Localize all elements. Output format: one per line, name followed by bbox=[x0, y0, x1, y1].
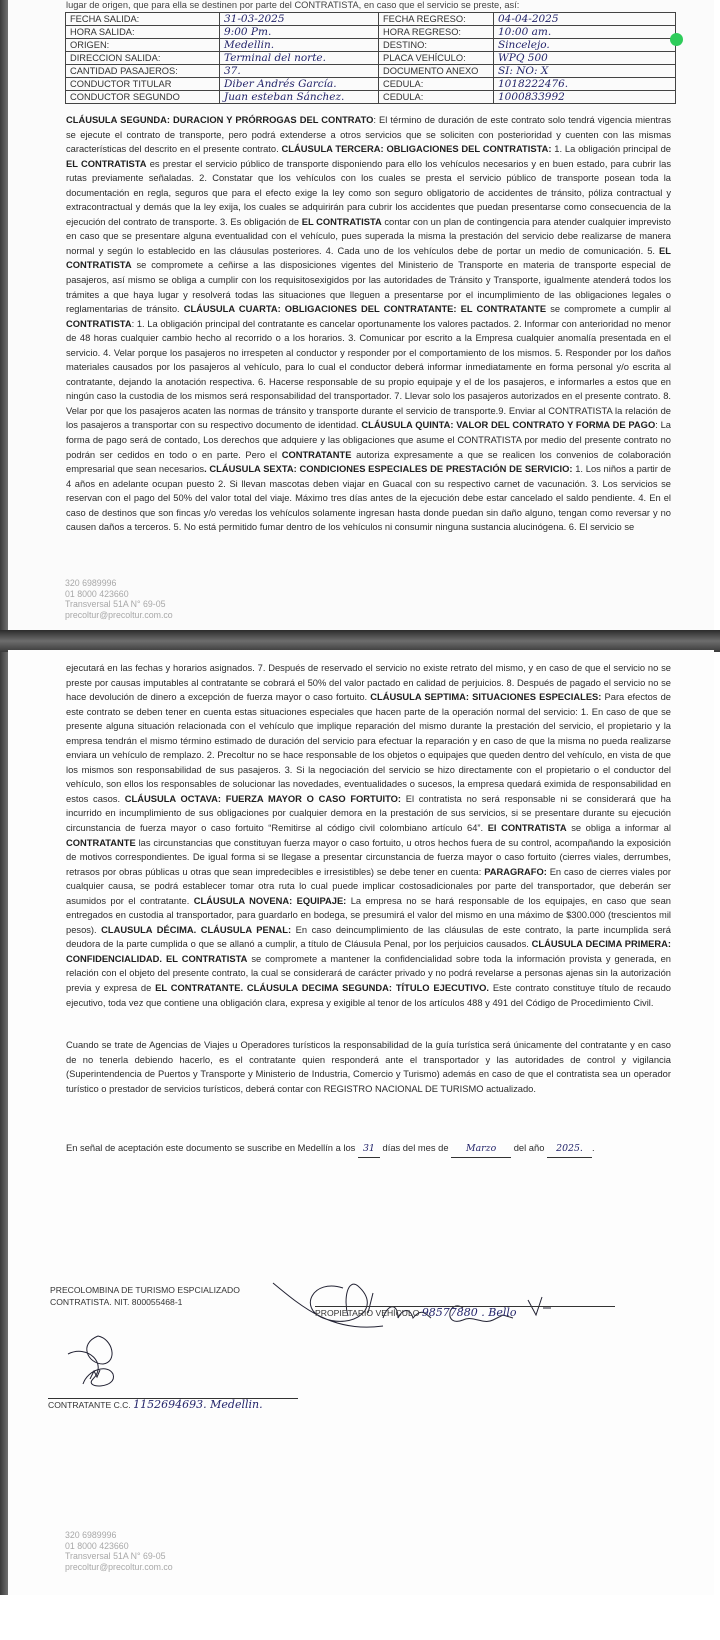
day-field: 31 bbox=[358, 1142, 380, 1158]
clause-heading: PARAGRAFO: bbox=[484, 866, 547, 877]
contratante-signature bbox=[68, 1334, 138, 1394]
year-field: 2025. bbox=[547, 1142, 592, 1158]
clause-heading: CLÁUSULA SEPTIMA: SITUACIONES ESPECIALES: bbox=[370, 692, 602, 703]
clause-text: ejecutará en las fechas y horarios asignados. 7. Después de reservado el servicio no existe retrato del mismo, y en caso de que el servicio no se preste por causas imputables al contratante se cobrará el 50% del valor pactado en calidad de perjuicios. 8. Después de pagado el servicio no se hace devolución de dinero a excepción de fuerza mayor o caso fortuito. bbox=[66, 663, 671, 703]
field-label: CEDULA: bbox=[379, 91, 494, 104]
table-row bbox=[66, 52, 676, 65]
field-label: ORIGEN: bbox=[66, 39, 220, 52]
field-value: Medellin. bbox=[220, 39, 379, 52]
background bbox=[0, 1595, 720, 1640]
clause-text: se compromete a mantener la confidencialidad sobre toda la información provista y generada, en relación con el objeto del presente contrato, la cual se considerará de carácter privado y no podrá revelarse a personas ajenas sin la autorización previa y expresa de bbox=[66, 953, 671, 994]
clause-heading: El CONTRATISTA bbox=[487, 823, 567, 834]
field-label: FECHA SALIDA: bbox=[66, 13, 220, 26]
field-label: HORA REGRESO: bbox=[379, 26, 494, 39]
field-value: 10:00 am. bbox=[494, 26, 676, 39]
table-row bbox=[66, 26, 676, 39]
footer-line: 01 8000 423660 bbox=[65, 1540, 129, 1551]
table-row bbox=[66, 91, 676, 104]
clause-heading: CONTRATISTA bbox=[66, 318, 132, 329]
footer-line: 320 6989996 bbox=[65, 1530, 117, 1540]
field-label: DESTINO: bbox=[379, 39, 494, 52]
field-value: Juan esteban Sánchez. bbox=[220, 91, 379, 104]
field-label: DOCUMENTO ANEXO bbox=[379, 65, 494, 78]
clause-text: En caso de cierres viales por cualquier causa, se podrá establecer tomar otra ruta lo cual puede implicar costosadicionales por parte del transportador, que deberán ser asumidos por el contratante. bbox=[66, 866, 671, 906]
footer-line: precoltur@precoltur.com.co bbox=[65, 609, 173, 620]
field-label: CONDUCTOR TITULAR bbox=[66, 78, 220, 91]
clause-text: se compromete a cumplir al bbox=[546, 304, 672, 315]
field-value: 1018222476. bbox=[494, 78, 676, 91]
clause-text: En caso deincumplimiento de las cláusulas de este contrato, la parte incumplida será deudora de la parte cumplida o que se allanó a cumplir, a título de Cláusula Penal, por los perjuicios causados. bbox=[66, 924, 671, 950]
field-label: PLACA VEHÍCULO: bbox=[379, 52, 494, 65]
field-label: HORA SALIDA: bbox=[66, 26, 220, 39]
clause-text: Cuando se trate de Agencias de Viajes u Operadores turísticos la responsabilidad de la guía turística será únicamente del contratante y en caso de no tenerla debiendo hacerlo, es el contratante quien responderá ante el transportador y las autoridades de control y vigilancia (Superintendencia de Puertos y Transporte y Ministerio de Industria, Comercio y Turismo) además en caso de que el contratista sea un operador turístico o prestador de servicios turísticos, deberá contar con REGISTRO NACIONAL DE TURISMO actualizado. bbox=[66, 1040, 671, 1094]
field-value: 31-03-2025 bbox=[220, 13, 379, 26]
tourism-operators-text bbox=[66, 1038, 671, 1096]
field-value: WPQ 500 bbox=[494, 52, 676, 65]
propietario-block: PROPIETARIO VEHÍCULO 98577880 . Bello bbox=[315, 1306, 615, 1319]
clause-heading: CLÁUSULA QUINTA: VALOR DEL CONTRATO Y FORMA DE PAGO bbox=[361, 420, 656, 431]
clause-heading: EL CONTRATISTA bbox=[301, 216, 382, 227]
contract-page-1 bbox=[8, 0, 714, 632]
clause-text: 1. La obligación principal de bbox=[551, 144, 671, 155]
clause-heading: CONTRATANTE bbox=[281, 449, 352, 460]
field-label: CONDUCTOR SEGUNDO bbox=[66, 91, 220, 104]
clause-text: : El término de duración de este contrato solo tendrá vigencia mientras se ejecute el contrato de transporte, pero podrá extenderse a otros servicios que se soliciten con posterioridad y cuenten con las mismas características del descrito en el presente contrato. bbox=[66, 115, 671, 155]
clause-text: contar con un plan de contingencia para atender cualquier imprevisto en caso que se presentare alguna eventualidad con el vehículo, pues superada la misma la prestación del servicio debe realizarse de manera normal y según lo establecido en las cláusulas posteriores. 4. Cada uno de los vehículos debe de portar un medio de comunicación. 5. bbox=[66, 216, 671, 256]
field-label: DIRECCION SALIDA: bbox=[66, 52, 220, 65]
clauses-2-6-text bbox=[66, 113, 671, 535]
clause-heading: CLÁUSULA NOVENA: EQUIPAJE: bbox=[193, 895, 347, 906]
clause-text: El contratista no será responsable ni se considerará que ha incurrido en incumplimiento de sus obligaciones por cualquier demora en la prestación de sus servicios, si se presentare durante su ejecución circunstancia de fuerza mayor o caso fortuito “Remitirse al código civil colombiano artículo 64”. bbox=[66, 793, 672, 834]
clause-text: se obliga a informar al bbox=[566, 823, 672, 834]
trip-info-table bbox=[65, 12, 676, 104]
company-contact-footer-2 bbox=[65, 1530, 173, 1572]
field-label: CANTIDAD PASAJEROS: bbox=[66, 65, 220, 78]
clause-heading: CLÁUSULA DECIMA PRIMERA: CONFIDENCIALIDAD. EL CONTRATISTA bbox=[66, 939, 671, 964]
clause-text: las circunstancias que constituyan fuerza mayor o caso fortuito, u otros hechos fuera de su control, acompañando la exposición de motivos correspondientes. De igual forma si se llegase a presentar circunstancia de fuerza mayor o caso fortuito (cierres viales, derrumbes, retrasos por obras públicas u otras que sean impredecibles e irresistibles) se debe tener en cuenta: bbox=[66, 837, 671, 877]
propietario-cc-field: 98577880 . Bello bbox=[421, 1306, 517, 1319]
clause-heading: . CLÁUSULA SEXTA: CONDICIONES ESPECIALES DE PRESTACIÓN DE SERVICIO: bbox=[204, 464, 573, 475]
cut-off-line: lugar de origen, que para ella se destinen por parte del CONTRATISTA, en caso que el servicio se preste, así: bbox=[66, 0, 520, 10]
field-label: CEDULA: bbox=[379, 78, 494, 91]
field-value: 04-04-2025 bbox=[494, 13, 676, 26]
contratante-block: CONTRATANTE C.C. 1152694693. Medellin. bbox=[48, 1398, 298, 1411]
clause-heading: EL CONTRATISTA bbox=[66, 158, 147, 169]
clause-text: : 1. La obligación principal del contratante es cancelar oportunamente los valores pactados. 2. Informar con anterioridad no menor de 48 horas cualquier cambio hecho al recorrido o a los horarios. 3. Comunicar por escrito a la Empresa cualquier anomalía presentada en el servicio. 4. Velar porque los pasajeros no irrespeten al conductor y responder por el comportamiento de los mismos. 5. Responder por los daños materiales causados por los pasajeros al vehículo, para lo cual el conductor deberá informar inmediatamente en forma personal y/o escrita al contratante, dejando la anotación respectiva. 6. Hacerse responsable de su propio equipaje y el de los pasajeros, e informarles a estos que en ningún caso la custodia de los mismos será responsabilidad del transportador. 7. Llevar solo los pasajeros autorizados en el presente contrato. 8. Velar por que los pasajeros acaten las normas de tránsito y transporte durante el servicio de transporte.9. Enviar al CONTRATISTA la relación de los pasajeros a transportar con su respectivo documento de identidad. bbox=[66, 318, 671, 431]
clause-heading: CLÁUSULA OCTAVA: FUERZA MAYOR O CASO FORTUITO: bbox=[124, 793, 402, 804]
clause-text: Este contrato constituye título de recaudo ejecutivo, toda vez que contiene una obligación clara, expresa y exigible al tenor de los artículos 488 y 491 del Código de Procedimiento Civil. bbox=[66, 983, 671, 1008]
contratista-block: PRECOLOMBINA DE TURISMO ESPCIALIZADO CONTRATISTA. NIT. 800055468-1 bbox=[50, 1285, 240, 1307]
field-value: 37. bbox=[220, 65, 379, 78]
clause-text: Para efectos de este contrato se deben tener en cuenta estas situaciones especiales que hacen parte de la operación normal del servicio: 1. En caso de que se presente alguna situación relacionada con el vehículo que implique reparación del mismo durante la prestación del servicio, el propietario y la empresa tendrán el mismo término estimado de duración del servicio para efectuar la reparación y en caso de que la misma no pueda realizarse enviara un vehículo de remplazo. 2. Precoltur no se hace responsable de los objetos o equipajes que queden dentro del vehículo, en vista de que los mismos son responsabilidad de sus pasajeros. 3. Si la negociación del servicio se hizo directamente con el propietario o el conductor del vehículo, son ellos los responsables de solucionar las novedades, eventualidades o sucesos, la empresa quedará eximida de responsabilidad en estos casos. bbox=[66, 692, 671, 804]
table-row bbox=[66, 78, 676, 91]
field-value: Terminal del norte. bbox=[220, 52, 379, 65]
acceptance-line: En señal de aceptación este documento se suscribe en Medellín a los 31 días del mes de Marzo del año 2025. . bbox=[66, 1141, 671, 1158]
company-contact-footer bbox=[65, 578, 173, 620]
table-row bbox=[66, 13, 676, 26]
clause-text: : La forma de pago será de contado, Los derechos que adquiere y las obligaciones que asume el CONTRATISTA por medio del presente contrato no podrán ser cedidos en todo o en parte. Pero el bbox=[66, 420, 671, 460]
field-value: Diber Andrés García. bbox=[220, 78, 379, 91]
clauses-6-12-text bbox=[66, 661, 671, 1010]
field-value: 9:00 Pm. bbox=[220, 26, 379, 39]
clause-heading: CONTRATANTE bbox=[66, 837, 136, 848]
clause-heading: EL CONTRATANTE. CLÁUSULA DECIMA SEGUNDA: TÍTULO EJECUTIVO. bbox=[155, 983, 489, 994]
table-row bbox=[66, 65, 676, 78]
footer-line: 320 6989996 bbox=[65, 578, 117, 588]
field-label: FECHA REGRESO: bbox=[379, 13, 494, 26]
clause-text: La empresa no se hará responsable de los equipajes, en caso que sean entregados en custodia al transportador, para guardarlo en bodega, se presumirá el valor del mismo en una máximo de $300.000 (trescientos mil pesos). bbox=[66, 895, 671, 935]
contratante-cc-field: 1152694693. Medellin. bbox=[133, 1398, 263, 1411]
footer-line: 01 8000 423660 bbox=[65, 588, 129, 599]
field-value: Sincelejo. bbox=[494, 39, 676, 52]
month-field: Marzo bbox=[451, 1142, 511, 1158]
clause-heading: CLÁUSULA CUARTA: OBLIGACIONES DEL CONTRATANTE: EL CONTRATANTE bbox=[183, 304, 547, 315]
clause-heading: CLÁUSULA SEGUNDA: DURACION Y PRÓRROGAS DEL CONTRATO bbox=[66, 115, 374, 125]
clause-heading: EL CONTRATISTA bbox=[66, 245, 671, 271]
footer-line: Transversal 51A N° 69-05 bbox=[65, 599, 166, 609]
clause-heading: CLAUSULA DÉCIMA. CLÁUSULA PENAL: bbox=[101, 924, 292, 935]
clause-heading: CLÁUSULA TERCERA: OBLIGACIONES DEL CONTRATISTA: bbox=[281, 144, 552, 155]
clause-text: 1. Los niños a partir de 4 años en adelante ocupan puesto 2. Si llevan mascotas deben viajar en Guacal con su respectivo carnet de vacunación. 3. Los servicios se reservan con el pago del 50% del valor total del viaje. Máximo tres días antes de la ejecución debe estar cancelado el saldo pendiente. 4. En el caso de destinos que son fincas y/o veredas los vehículos solamente ingresan hasta donde puedan sin daño alguno, tengan como reversar y no causen daños a terceros. 5. No está permitido fumar dentro de los vehículos ni consumir ninguna sustancia alucinógena. 6. El servicio se bbox=[66, 464, 671, 533]
clause-text: es prestar el servicio público de transporte disponiendo para ello los vehículos necesarios y en buen estado, para cubrir las rutas previamente señaladas. 2. Constatar que los vehículos con los cuales se presta el servicio público de transporte posean toda la documentación en regla, seguros que para el efecto exige la ley como son seguro obligatorio de accidentes de tránsito, póliza contractual y extracontractual y demás que la ley exija, los cuales se adquirirán para cubrir los accidentes que puedan presentarse como consecuencia de la ejecución del contrato de transporte. 3. Es obligación de bbox=[66, 158, 671, 227]
field-value: SI: NO: X bbox=[494, 65, 676, 78]
status-dot bbox=[670, 33, 683, 46]
table-row bbox=[66, 39, 676, 52]
contract-page-2 bbox=[8, 650, 714, 1595]
clause-text: se compromete a ceñirse a las disposiciones vigentes del Ministerio de Transporte en materia de transporte especial de pasajeros, así mismo se obliga a cumplir con los requisitosexigidos por las autoridades de Tránsito y Transporte, igualmente atenderá todos los trámites a que haya lugar y resolverá todas las situaciones que lleguen a presentarse por el incumplimiento de las obligaciones legales o reglamentarias de tránsito. bbox=[66, 260, 671, 315]
footer-line: precoltur@precoltur.com.co bbox=[65, 1561, 173, 1572]
field-value: 1000833992 bbox=[494, 91, 676, 104]
page-gap bbox=[0, 630, 720, 652]
clause-text: autoriza expresamente a que se realicen los convenios de colaboración empresarial que sean necesarios bbox=[66, 449, 672, 475]
footer-line: Transversal 51A N° 69-05 bbox=[65, 1551, 166, 1561]
